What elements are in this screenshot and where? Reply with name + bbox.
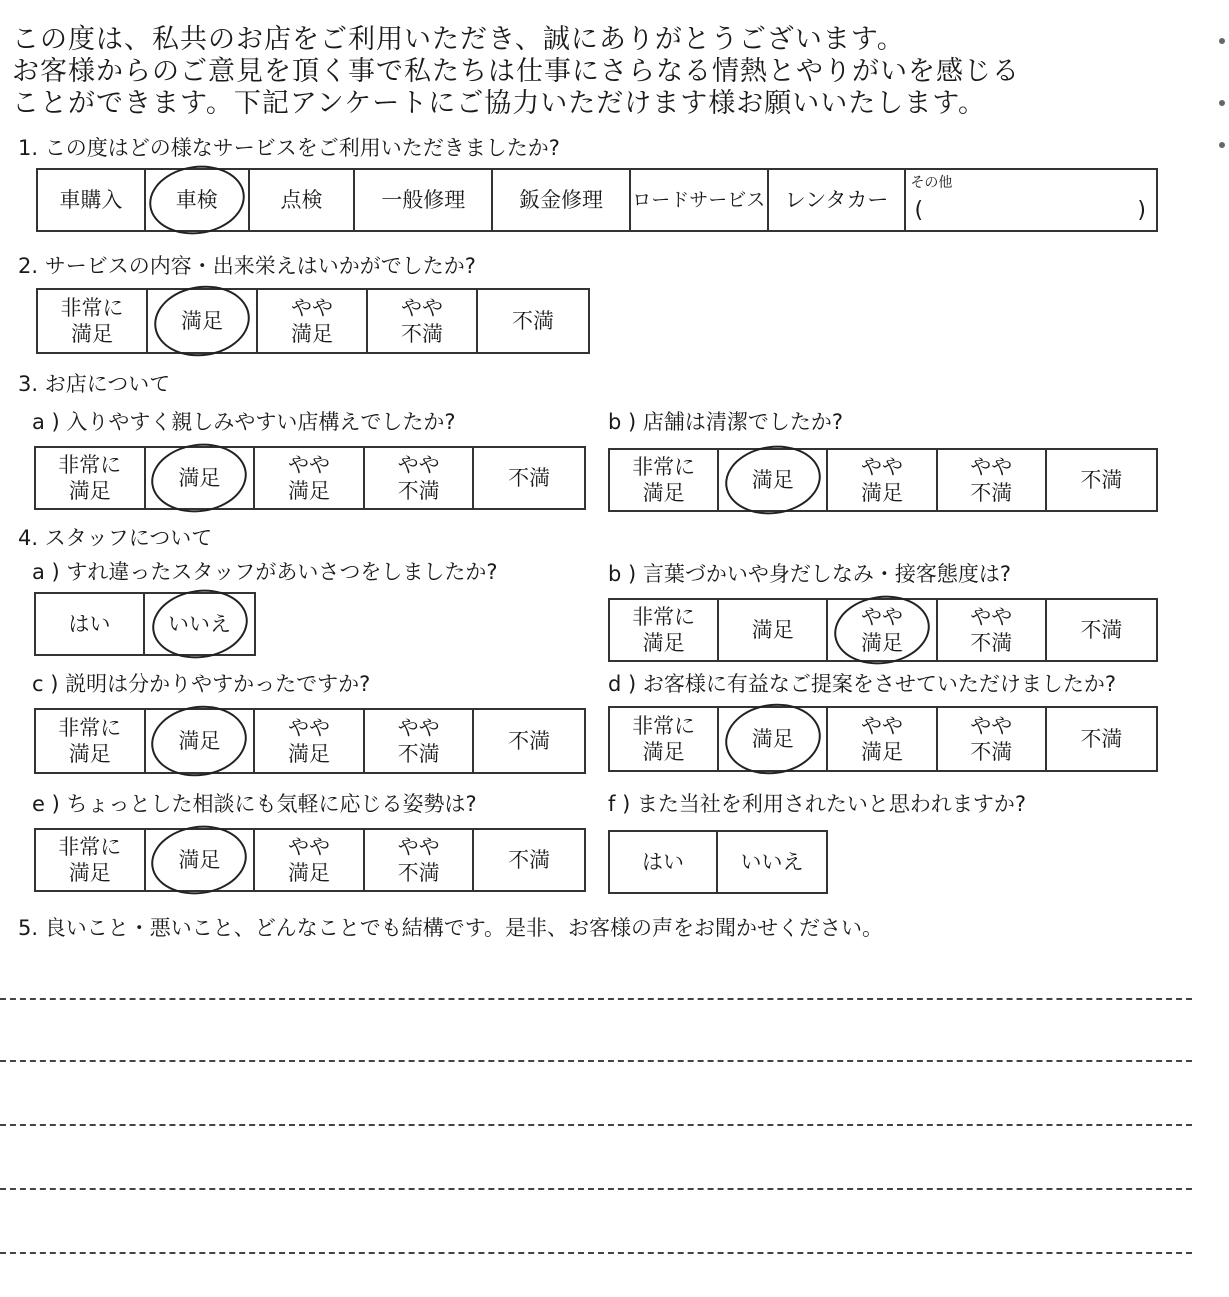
option-satisfied[interactable] <box>719 450 828 510</box>
option-dissatisfied[interactable] <box>1047 600 1156 660</box>
q4c-label: c ) 説明は分かりやすかったですか? <box>32 672 371 696</box>
option-label: 不満 <box>508 466 551 490</box>
option-road-service[interactable] <box>631 170 769 230</box>
q4f-label: f ) また当社を利用されたいと思われますか? <box>608 792 1027 816</box>
option-label: 車購入 <box>59 188 123 212</box>
option-satisfied[interactable] <box>719 600 828 660</box>
q4e-label: e ) ちょっとした相談にも気軽に応じる姿勢は? <box>32 792 477 816</box>
option-label: 満足 <box>751 618 794 642</box>
option-somewhat-dissatisfied[interactable] <box>938 450 1047 510</box>
option-no[interactable] <box>718 832 826 892</box>
option-rental-car[interactable] <box>769 170 907 230</box>
option-label: 非常に 満足 <box>632 714 696 764</box>
option-label: やや 満足 <box>287 453 330 503</box>
option-label: 車検 <box>175 188 218 212</box>
q4a-options <box>34 592 256 656</box>
option-label: やや 満足 <box>861 714 903 764</box>
option-yes[interactable] <box>36 594 145 654</box>
option-car-purchase[interactable] <box>38 170 146 230</box>
comment-line[interactable] <box>0 1252 1192 1254</box>
option-label: 満足 <box>751 727 794 751</box>
option-label: やや 不満 <box>401 296 443 346</box>
option-somewhat-satisfied[interactable] <box>828 708 937 770</box>
option-somewhat-dissatisfied[interactable] <box>938 708 1047 770</box>
q2-options <box>36 288 590 354</box>
q4b-options <box>608 598 1158 662</box>
option-label: 不満 <box>1080 618 1123 642</box>
option-sheet-metal-repair[interactable] <box>493 170 631 230</box>
option-satisfied[interactable] <box>146 448 256 508</box>
option-label: やや 満足 <box>287 716 330 766</box>
other-close-paren: ) <box>1137 198 1146 223</box>
option-dissatisfied[interactable] <box>474 448 584 508</box>
option-label: 満足 <box>178 729 221 753</box>
option-label: 不満 <box>1080 727 1123 751</box>
option-label: やや 不満 <box>397 716 440 766</box>
q4d-options <box>608 706 1158 772</box>
option-inspection-shaken[interactable] <box>146 170 250 230</box>
q4d-label: d ) お客様に有益なご提案をさせていただけましたか? <box>608 672 1117 696</box>
q1-options <box>36 168 1158 232</box>
option-label: 満足 <box>181 309 223 333</box>
option-very-satisfied[interactable] <box>36 710 146 772</box>
option-label: いいえ <box>740 850 804 874</box>
q4f-options <box>608 830 828 894</box>
punch-hole-mark <box>1219 100 1225 106</box>
other-label: その他 <box>910 175 953 191</box>
option-somewhat-dissatisfied[interactable] <box>368 290 478 352</box>
option-dissatisfied[interactable] <box>478 290 588 352</box>
intro-line: この度は、私共のお店をご利用いただき、誠にありがとうございます。 <box>12 24 905 55</box>
option-satisfied[interactable] <box>146 710 256 772</box>
option-dissatisfied[interactable] <box>474 710 584 772</box>
option-label: 非常に 満足 <box>58 716 122 766</box>
option-very-satisfied[interactable] <box>610 450 719 510</box>
comment-line[interactable] <box>0 1188 1192 1190</box>
q3a-label: a ) 入りやすく親しみやすい店構えでしたか? <box>32 410 456 434</box>
option-label: 一般修理 <box>381 188 466 212</box>
option-somewhat-satisfied[interactable] <box>828 600 937 660</box>
option-somewhat-dissatisfied[interactable] <box>365 710 475 772</box>
q4b-label: b ) 言葉づかいや身だしなみ・接客態度は? <box>608 562 1012 586</box>
option-label: やや 不満 <box>397 835 440 885</box>
option-label: 不満 <box>512 309 554 333</box>
q3-label: 3. お店について <box>18 372 171 396</box>
option-dissatisfied[interactable] <box>1047 708 1156 770</box>
punch-hole-mark <box>1219 142 1225 148</box>
option-label: 非常に 満足 <box>58 453 122 503</box>
option-somewhat-dissatisfied[interactable] <box>365 448 475 508</box>
option-dissatisfied[interactable] <box>474 830 584 890</box>
option-somewhat-satisfied[interactable] <box>255 830 365 890</box>
option-no[interactable] <box>145 594 254 654</box>
option-label: 鈑金修理 <box>519 188 604 212</box>
option-satisfied[interactable] <box>146 830 256 890</box>
option-label: いいえ <box>168 612 231 636</box>
punch-hole-mark <box>1219 38 1225 44</box>
option-label: はい <box>68 612 111 636</box>
q3b-label: b ) 店舗は清潔でしたか? <box>608 410 844 434</box>
q4a-label: a ) すれ違ったスタッフがあいさつをしましたか? <box>32 560 498 584</box>
option-label: 非常に 満足 <box>632 605 696 655</box>
option-label: 点検 <box>280 188 323 212</box>
option-label: やや 不満 <box>970 455 1013 505</box>
option-label: レンタカー <box>784 188 889 212</box>
option-label: 満足 <box>178 466 221 490</box>
option-label: やや 不満 <box>970 714 1013 764</box>
comment-line[interactable] <box>0 1124 1192 1126</box>
intro-text <box>12 24 1020 120</box>
option-somewhat-satisfied[interactable] <box>258 290 368 352</box>
option-check[interactable] <box>250 170 356 230</box>
comment-line[interactable] <box>0 1060 1192 1062</box>
q2-label: 2. サービスの内容・出来栄えはいかがでしたか? <box>18 254 476 278</box>
option-general-repair[interactable] <box>355 170 493 230</box>
option-somewhat-satisfied[interactable] <box>828 450 937 510</box>
option-label: やや 不満 <box>397 453 440 503</box>
option-very-satisfied[interactable] <box>610 708 719 770</box>
option-label: 満足 <box>751 468 794 492</box>
q4e-options <box>34 828 586 892</box>
option-satisfied[interactable] <box>719 708 828 770</box>
option-label: やや 満足 <box>861 455 903 505</box>
q1-label: 1. この度はどの様なサービスをご利用いただきましたか? <box>18 136 560 160</box>
option-satisfied[interactable] <box>148 290 258 352</box>
intro-line: ことができます。下記アンケートにご協力いただけます様お願いいたします。 <box>12 88 987 119</box>
option-very-satisfied[interactable] <box>36 830 146 890</box>
option-other[interactable] <box>906 170 1156 230</box>
q3b-options <box>608 448 1158 512</box>
comment-line[interactable] <box>0 998 1192 1000</box>
option-dissatisfied[interactable] <box>1047 450 1156 510</box>
option-label: 非常に 満足 <box>60 296 124 346</box>
option-label: 不満 <box>1080 468 1123 492</box>
q4-label: 4. スタッフについて <box>18 526 213 550</box>
q5-label: 5. 良いこと・悪いこと、どんなことでも結構です。是非、お客様の声をお聞かせください。 <box>18 916 884 940</box>
option-label: ロードサービス <box>632 189 766 211</box>
option-label: 非常に 満足 <box>58 835 122 885</box>
option-label: 不満 <box>508 729 551 753</box>
other-open-paren: ( <box>914 198 924 223</box>
intro-line: お客様からのご意見を頂く事で私たちは仕事にさらなる情熱とやりがいを感じる <box>12 56 1020 87</box>
option-yes[interactable] <box>610 832 718 892</box>
option-label: 満足 <box>178 848 221 872</box>
q3a-options <box>34 446 586 510</box>
option-very-satisfied[interactable] <box>38 290 148 352</box>
option-label: 非常に 満足 <box>632 455 696 505</box>
option-somewhat-satisfied[interactable] <box>255 710 365 772</box>
option-somewhat-dissatisfied[interactable] <box>365 830 475 890</box>
option-label: 不満 <box>508 848 551 872</box>
option-label: やや 満足 <box>287 835 330 885</box>
q4c-options <box>34 708 586 774</box>
option-label: やや 満足 <box>861 605 903 655</box>
option-label: はい <box>642 850 684 874</box>
option-somewhat-satisfied[interactable] <box>255 448 365 508</box>
option-very-satisfied[interactable] <box>36 448 146 508</box>
option-very-satisfied[interactable] <box>610 600 719 660</box>
option-somewhat-dissatisfied[interactable] <box>938 600 1047 660</box>
option-label: やや 不満 <box>970 605 1013 655</box>
option-label: やや 満足 <box>291 296 333 346</box>
